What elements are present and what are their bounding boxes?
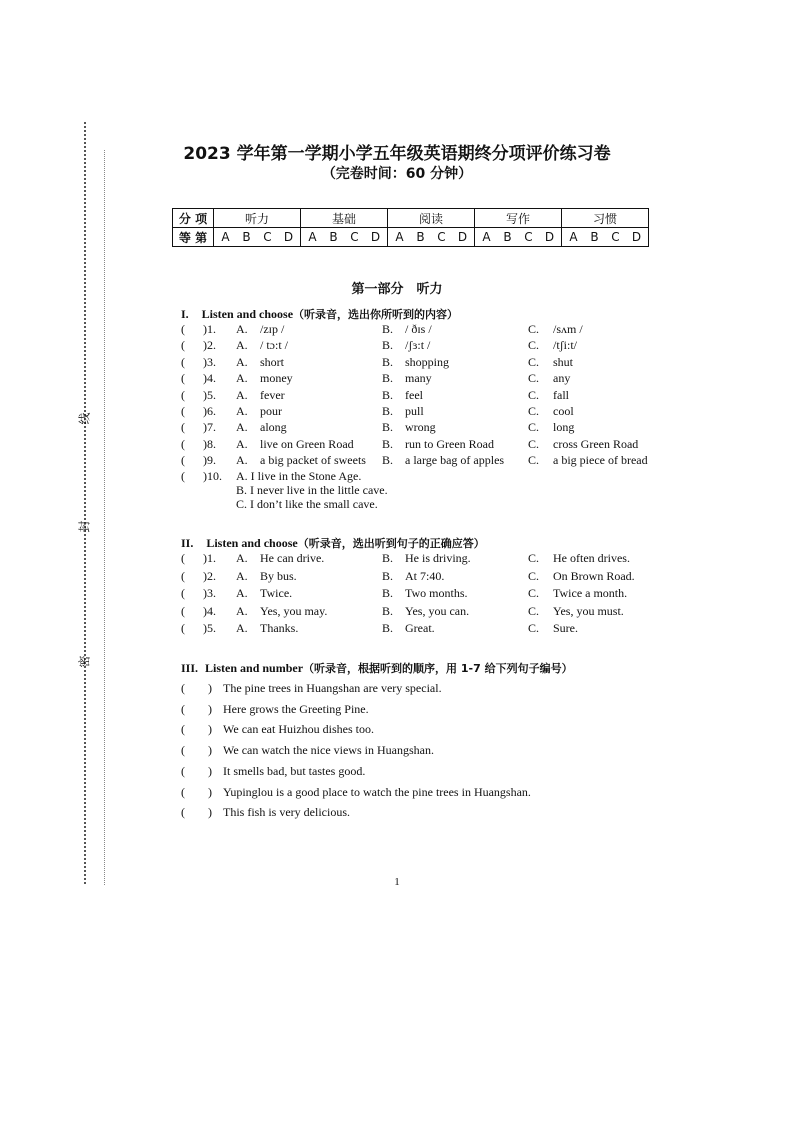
answer-paren-close: ) (208, 784, 212, 799)
option-b: shopping (405, 354, 450, 369)
question-number: )3. (203, 354, 216, 369)
question-number: )3. (203, 586, 216, 600)
answer-paren-close: ) (208, 743, 212, 758)
option-a-letter: A. (236, 420, 248, 435)
grade-option[interactable]: B (329, 230, 338, 244)
option-c: cross Green Road (553, 436, 639, 451)
answer-paren-open[interactable]: ( (181, 603, 185, 618)
option-a-letter: A. (236, 586, 248, 600)
answer-paren-open[interactable]: ( (181, 805, 185, 820)
grade-table-header-levels: 等 第 (173, 228, 214, 247)
option-a-letter: A. (236, 338, 248, 353)
answer-paren-open[interactable]: ( (181, 404, 185, 418)
grade-item-habits: 习惯 (562, 209, 649, 228)
answer-paren-open[interactable]: ( (181, 436, 185, 451)
option-a-letter: A. (236, 621, 248, 635)
answer-paren-close: ) (208, 763, 212, 778)
option-b: run to Green Road (405, 436, 494, 451)
option-c-letter: C. (528, 621, 540, 635)
sentence-text: It smells bad, but tastes good. (223, 763, 366, 778)
option-b: B. I never live in the little cave. (236, 483, 388, 497)
option-a: a big packet of sweets (260, 453, 366, 468)
option-b-letter: B. (382, 453, 394, 468)
grade-table-header-items: 分 项 (173, 209, 214, 228)
grade-options-habits (562, 228, 649, 247)
answer-paren-open[interactable]: ( (181, 722, 185, 737)
question-number: )9. (203, 453, 216, 468)
section-1-heading: Listen and choose (201, 307, 294, 321)
option-b: a large bag of apples (405, 453, 505, 468)
option-a-letter: A. (236, 354, 248, 369)
option-c: cool (553, 404, 574, 418)
answer-paren-close: ) (208, 722, 212, 737)
question-number: )4. (203, 603, 216, 618)
answer-paren-open[interactable]: ( (181, 621, 185, 635)
grade-item-writing: 写作 (475, 209, 562, 228)
grade-table (172, 208, 649, 247)
grade-option[interactable]: D (544, 230, 555, 244)
option-b-letter: B. (382, 354, 394, 369)
option-b-letter: B. (382, 322, 394, 336)
grade-option[interactable]: C (611, 230, 620, 244)
question-number: )5. (203, 387, 216, 402)
sentence-text: The pine trees in Huangshan are very special. (223, 681, 442, 695)
answer-paren-open[interactable]: ( (181, 338, 185, 353)
question-number: )10. (203, 469, 222, 483)
page-number: 1 (394, 876, 400, 888)
grade-options-listening (214, 228, 301, 247)
answer-paren-close: ) (208, 805, 212, 820)
option-a-letter: A. (236, 603, 248, 618)
option-a: / tɔ:t / (260, 338, 288, 353)
option-c: fall (553, 387, 569, 402)
answer-paren-open[interactable]: ( (181, 681, 185, 695)
sentence-text: We can watch the nice views in Huangshan. (223, 743, 434, 758)
option-b: feel (405, 387, 423, 402)
grade-option[interactable]: A (395, 230, 404, 244)
answer-paren-open[interactable]: ( (181, 784, 185, 799)
side-label-mi: 密 (77, 655, 92, 668)
option-c-letter: C. (528, 420, 540, 435)
sentence-text: Yupinglou is a good place to watch the pine trees in Huangshan. (223, 784, 531, 799)
option-c-letter: C. (528, 453, 540, 468)
option-b-letter: B. (382, 338, 394, 353)
option-c-letter: C. (528, 371, 540, 386)
grade-option[interactable]: B (590, 230, 599, 244)
option-b-letter: B. (382, 436, 394, 451)
option-b: Great. (405, 621, 435, 635)
option-a: /zɪp / (260, 322, 285, 336)
option-b: / ðɪs / (405, 322, 432, 336)
grade-option[interactable]: D (457, 230, 468, 244)
option-b-letter: B. (382, 568, 394, 583)
grade-table-items-row (173, 209, 649, 228)
answer-paren-open[interactable]: ( (181, 387, 185, 402)
option-c: Sure. (553, 621, 578, 635)
part-heading: 第一部分 听力 (351, 282, 443, 297)
question-number: )4. (203, 371, 216, 386)
option-c: Yes, you must. (553, 603, 624, 618)
sentence-text: This fish is very delicious. (223, 805, 350, 820)
option-c: On Brown Road. (553, 568, 635, 583)
option-b: many (405, 371, 432, 386)
grade-options-reading (388, 228, 475, 247)
question-number: )6. (203, 404, 216, 418)
option-b-letter: B. (382, 586, 394, 600)
option-c-letter: C. (528, 322, 540, 336)
option-b-letter: B. (382, 551, 394, 565)
sentence-text: Here grows the Greeting Pine. (223, 701, 369, 716)
question-number: )8. (203, 436, 216, 451)
option-b: wrong (405, 420, 436, 435)
grade-option[interactable]: C (524, 230, 533, 244)
section-2-instruction: （听录音，选出听到句子的正确应答） (297, 537, 485, 550)
page-subtitle: （完卷时间：60 分钟） (321, 166, 473, 182)
option-a: Yes, you may. (260, 603, 328, 618)
option-b-letter: B. (382, 387, 394, 402)
answer-paren-open[interactable]: ( (181, 322, 185, 336)
option-b-letter: B. (382, 603, 394, 618)
section-2-title (181, 535, 485, 551)
question-number: )2. (203, 568, 216, 583)
section-1-instruction: （听录音，选出你所听到的内容） (293, 308, 459, 321)
answer-paren-open[interactable]: ( (181, 420, 185, 435)
section-3-title (181, 660, 573, 676)
grade-option[interactable]: C (437, 230, 446, 244)
answer-paren-open[interactable]: ( (181, 453, 185, 468)
option-b: At 7:40. (405, 568, 445, 583)
side-label-feng: 封 (77, 520, 92, 533)
section-3-label: III. (181, 661, 199, 675)
answer-paren-close: ) (208, 681, 212, 695)
grade-option[interactable]: D (283, 230, 294, 244)
answer-paren-open[interactable]: ( (181, 568, 185, 583)
binding-dotted-line-inner (104, 150, 105, 885)
grade-options-basics (301, 228, 388, 247)
option-b-letter: B. (382, 371, 394, 386)
option-a-letter: A. (236, 453, 248, 468)
option-b-letter: B. (382, 420, 394, 435)
question-number: )1. (203, 322, 216, 336)
binding-dotted-line (84, 122, 86, 884)
option-a: Twice. (260, 586, 293, 600)
option-c: a big piece of bread (553, 453, 648, 468)
option-a-letter: A. (236, 371, 248, 386)
option-a: money (260, 371, 293, 386)
page-title: 2023 学年第一学期小学五年级英语期终分项评价练习卷 (183, 144, 611, 164)
grade-option[interactable]: A (569, 230, 578, 244)
option-a: Thanks. (260, 621, 299, 635)
section-3-instruction: （听录音，根据听到的顺序，用 1-7 给下列句子编号） (303, 662, 573, 675)
side-label-xian: 线 (77, 412, 92, 425)
option-c-letter: C. (528, 436, 540, 451)
option-b: Yes, you can. (405, 603, 470, 618)
option-c: He often drives. (553, 551, 630, 565)
answer-paren-open[interactable]: ( (181, 354, 185, 369)
question-number: )5. (203, 621, 216, 635)
option-a-letter: A. (236, 387, 248, 402)
grade-option[interactable]: D (631, 230, 642, 244)
question-number: )7. (203, 420, 216, 435)
answer-paren-open[interactable]: ( (181, 743, 185, 758)
option-b: He is driving. (405, 551, 471, 565)
option-c-letter: C. (528, 404, 540, 418)
option-c: /sʌm / (553, 322, 583, 336)
option-b: pull (405, 404, 424, 418)
answer-paren-open[interactable]: ( (181, 586, 185, 600)
option-c-letter: C. (528, 354, 540, 369)
answer-paren-open[interactable]: ( (181, 551, 185, 565)
option-c: shut (553, 354, 574, 369)
option-b: Two months. (405, 586, 468, 600)
grade-option[interactable]: D (370, 230, 381, 244)
option-c-letter: C. (528, 586, 540, 600)
option-a-letter: A. (236, 568, 248, 583)
option-b-letter: B. (382, 621, 394, 635)
section-3-heading: Listen and number (205, 661, 304, 675)
option-a: pour (260, 404, 282, 418)
option-a: A. I live in the Stone Age. (236, 469, 362, 483)
grade-option[interactable]: B (503, 230, 512, 244)
option-c: C. I don’t like the small cave. (236, 497, 378, 511)
option-a-letter: A. (236, 551, 248, 565)
option-a: along (260, 420, 287, 435)
grade-option[interactable]: B (242, 230, 251, 244)
grade-option[interactable]: C (350, 230, 359, 244)
grade-table-levels-row (173, 228, 649, 247)
option-c: /tʃi:t/ (553, 338, 577, 353)
answer-paren-open[interactable]: ( (181, 371, 185, 386)
question-number: )1. (203, 551, 216, 565)
answer-paren-open[interactable]: ( (181, 469, 185, 483)
grade-option[interactable]: C (263, 230, 272, 244)
grade-option[interactable]: A (221, 230, 230, 244)
option-b: /ʃɜ:t / (405, 338, 431, 353)
section-2-heading: Listen and choose (206, 536, 298, 550)
option-a: short (260, 354, 284, 369)
grade-option[interactable]: A (482, 230, 491, 244)
option-a: By bus. (260, 568, 297, 583)
sentence-text: We can eat Huizhou dishes too. (223, 722, 374, 737)
option-a-letter: A. (236, 436, 248, 451)
option-c-letter: C. (528, 551, 540, 565)
grade-options-writing (475, 228, 562, 247)
option-c-letter: C. (528, 603, 540, 618)
section-1-label: I. (181, 307, 189, 321)
option-a: He can drive. (260, 551, 325, 565)
option-c: any (553, 371, 571, 386)
answer-paren-open[interactable]: ( (181, 701, 185, 716)
grade-option[interactable]: A (308, 230, 317, 244)
grade-item-listening: 听力 (214, 209, 301, 228)
section-1-title (181, 306, 458, 322)
question-number: )2. (203, 338, 216, 353)
grade-option[interactable]: B (416, 230, 425, 244)
option-b-letter: B. (382, 404, 394, 418)
option-a-letter: A. (236, 404, 248, 418)
grade-item-basics: 基础 (301, 209, 388, 228)
option-c: Twice a month. (553, 586, 628, 600)
option-a: fever (260, 387, 285, 402)
section-2-label: II. (181, 536, 194, 550)
answer-paren-open[interactable]: ( (181, 763, 185, 778)
option-c-letter: C. (528, 338, 540, 353)
option-c: long (553, 420, 575, 435)
option-a-letter: A. (236, 322, 248, 336)
option-c-letter: C. (528, 568, 540, 583)
option-c-letter: C. (528, 387, 540, 402)
option-a: live on Green Road (260, 436, 354, 451)
answer-paren-close: ) (208, 701, 212, 716)
grade-item-reading: 阅读 (388, 209, 475, 228)
